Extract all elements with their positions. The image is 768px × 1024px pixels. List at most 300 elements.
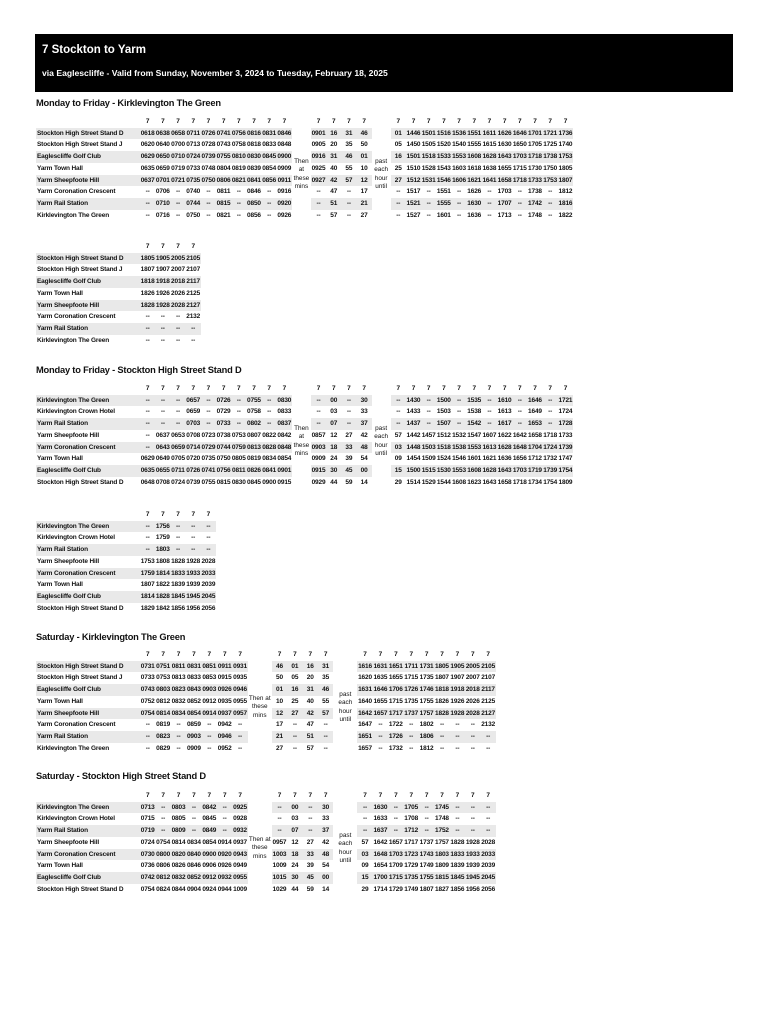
route-number: 7 <box>502 385 507 392</box>
table-row <box>36 603 216 615</box>
departure-time: -- <box>201 521 216 533</box>
departure-time: 0739 <box>201 151 216 163</box>
route-number: 7 <box>548 385 552 392</box>
departure-time: -- <box>457 408 462 416</box>
table-row <box>36 521 216 533</box>
departure-time: 2033 <box>480 849 495 861</box>
departure-time: 1945 <box>186 591 201 603</box>
departure-time: 0743 <box>140 684 155 696</box>
departure-time: 0659 <box>170 442 185 454</box>
route-number: 7 <box>252 385 256 392</box>
departure-time: 1615 <box>482 141 497 149</box>
departure-time: 0916 <box>311 151 326 163</box>
departure-time: 1724 <box>558 408 573 416</box>
departure-time: 0723 <box>201 431 216 439</box>
table-row <box>36 849 527 861</box>
table-row <box>36 837 527 849</box>
stop-name: Stockton High Street Stand J <box>37 266 123 274</box>
departure-time: 0935 <box>233 674 247 682</box>
departure-time: 0915 <box>217 674 232 682</box>
timetable-header <box>35 34 733 92</box>
departure-time: 1630 <box>467 198 482 210</box>
departure-time: 2028 <box>201 557 216 565</box>
departure-time: 2007 <box>465 674 480 682</box>
departure-time: -- <box>206 188 211 196</box>
departure-time: 1717 <box>388 708 403 720</box>
departure-time: -- <box>465 731 480 743</box>
departure-time: 01 <box>391 128 406 140</box>
route-number: 7 <box>409 651 413 658</box>
departure-time: 1608 <box>467 151 482 163</box>
departure-time: 35 <box>345 141 353 149</box>
departure-time: 0830 <box>246 151 261 163</box>
departure-time: 0720 <box>186 455 201 463</box>
departure-time: 0659 <box>155 164 170 172</box>
departure-time: 20 <box>306 674 314 682</box>
departure-time: 40 <box>306 697 314 705</box>
departure-time: -- <box>487 408 492 416</box>
table-row <box>36 276 201 288</box>
departure-time: 1807 <box>140 266 155 274</box>
departure-time: 0637 <box>155 431 170 439</box>
departure-time: 48 <box>356 442 371 454</box>
departure-time: 1631 <box>373 661 388 673</box>
departure-time: 0831 <box>186 661 201 673</box>
departure-time: 1933 <box>186 568 201 580</box>
departure-time: 0805 <box>171 815 186 823</box>
departure-time: 1828 <box>450 838 465 846</box>
stop-name: Yarm Sheepfoote Hill <box>36 175 140 187</box>
stop-name: Stockton High Street Stand D <box>37 604 124 612</box>
departure-time: -- <box>517 211 522 219</box>
departure-time: 16 <box>303 661 318 673</box>
stop-name: Yarm Town Hall <box>37 697 83 705</box>
departure-time: -- <box>308 815 313 823</box>
departure-time <box>511 708 527 720</box>
departure-time: 0635 <box>140 465 155 477</box>
route-number: 7 <box>486 651 490 658</box>
departure-time: 1009 <box>233 885 247 893</box>
departure-time: 0816 <box>246 128 261 140</box>
departure-time: -- <box>176 408 181 416</box>
departure-time: 2107 <box>186 266 201 274</box>
departure-time: 55 <box>322 697 330 705</box>
route-number: 7 <box>323 792 328 799</box>
departure-time: 1721 <box>543 128 558 140</box>
departure-time: 30 <box>318 802 333 814</box>
route-number: 7 <box>472 385 476 392</box>
departure-time: 0659 <box>186 408 201 416</box>
departure-time: 2105 <box>480 661 495 673</box>
table-row <box>36 802 527 814</box>
departure-time <box>496 872 511 884</box>
route-number: 7 <box>457 385 461 392</box>
departure-time: 1839 <box>171 581 185 589</box>
departure-time: 1918 <box>155 276 170 288</box>
departure-time: -- <box>170 521 185 533</box>
departure-time: -- <box>311 395 326 407</box>
departure-time: 0807 <box>247 431 261 439</box>
departure-time: 1003 <box>272 849 287 861</box>
route-number: 7 <box>424 792 429 799</box>
departure-time <box>496 731 511 743</box>
departure-time: 0840 <box>186 849 201 861</box>
departure-time: -- <box>272 825 287 837</box>
departure-time <box>511 813 527 825</box>
departure-time: -- <box>287 731 302 743</box>
departure-time: 1829 <box>140 604 155 612</box>
departure-time: 0851 <box>202 661 217 673</box>
departure-time: 0829 <box>156 744 171 752</box>
departure-time: -- <box>341 418 356 430</box>
stop-name: Yarm Rail Station <box>36 198 140 210</box>
stop-name: Yarm Sheepfoote Hill <box>36 708 140 720</box>
departure-time: 31 <box>318 661 333 673</box>
timetable <box>36 790 527 895</box>
departure-time: 1658 <box>497 478 512 486</box>
departure-time: 0844 <box>171 885 186 893</box>
departure-time: 16 <box>326 128 341 140</box>
departure-time: 1926 <box>155 289 170 297</box>
departure-time: 12 <box>330 431 338 439</box>
departure-time: -- <box>543 418 558 430</box>
table-row <box>36 300 201 312</box>
departure-time: -- <box>548 188 553 196</box>
departure-time: 0754 <box>156 838 171 846</box>
departure-time: 2018 <box>465 684 480 696</box>
departure-time: 07 <box>287 825 302 837</box>
departure-time: 0729 <box>201 442 216 454</box>
departure-time: 0758 <box>231 141 246 149</box>
departure-time: 2117 <box>480 684 495 696</box>
departure-time: 1753 <box>558 151 573 163</box>
departure-time: 0716 <box>155 211 170 219</box>
departure-time: -- <box>191 534 196 542</box>
departure-time: 1643 <box>482 478 497 486</box>
frequency-note <box>292 128 311 222</box>
departure-time: 1812 <box>419 744 434 752</box>
departure-time: -- <box>231 418 246 430</box>
departure-time: 18 <box>326 442 341 454</box>
departure-time: 1928 <box>186 557 201 565</box>
departure-time: 1748 <box>528 211 542 219</box>
departure-time: -- <box>140 442 155 454</box>
departure-time: 45 <box>303 872 318 884</box>
departure-time: 0756 <box>231 128 246 140</box>
departure-time: 1822 <box>155 581 170 589</box>
departure-time <box>511 684 527 696</box>
departure-time: -- <box>303 825 318 837</box>
departure-time: 54 <box>322 862 330 870</box>
departure-time: -- <box>357 802 372 814</box>
departure-time: 1655 <box>388 674 403 682</box>
departure-time: 37 <box>318 825 333 837</box>
departure-time: -- <box>175 534 181 542</box>
departure-time: -- <box>439 744 444 752</box>
route-number: 7 <box>221 385 226 392</box>
departure-time: -- <box>450 825 465 837</box>
departure-time: 1433 <box>406 408 421 416</box>
route-number: 7 <box>440 651 444 658</box>
table-row <box>36 579 216 591</box>
route-number: 7 <box>394 792 398 799</box>
route-header-blank <box>36 116 140 128</box>
departure-time: 0830 <box>231 478 246 486</box>
departure-time: 40 <box>330 164 338 172</box>
departure-time: 1743 <box>419 849 434 861</box>
route-number: 7 <box>176 243 180 250</box>
departure-time <box>496 743 511 755</box>
departure-time: -- <box>160 408 165 416</box>
stop-name: Yarm Town Hall <box>37 455 83 463</box>
departure-time: 0657 <box>186 395 201 407</box>
departure-time: 0813 <box>246 442 261 454</box>
departure-time: -- <box>465 825 480 837</box>
departure-time: 0733 <box>216 418 231 430</box>
departure-time: -- <box>140 198 155 210</box>
departure-time: 0743 <box>216 141 231 149</box>
route-number: 7 <box>161 651 165 658</box>
departure-time: 1626 <box>497 128 512 140</box>
departure-time: 1610 <box>497 395 512 407</box>
table-row <box>36 288 201 300</box>
departure-time: 0638 <box>155 128 170 140</box>
stop-name: Yarm Sheepfoote Hill <box>37 557 100 565</box>
departure-time: 1807 <box>435 674 449 682</box>
departure-time: 1642 <box>373 838 388 846</box>
departure-time: 15 <box>391 465 406 477</box>
departure-time: 0713 <box>186 141 201 149</box>
departure-time: -- <box>206 408 211 416</box>
timetable <box>36 116 573 221</box>
departure-time: -- <box>388 825 403 837</box>
route-number: 7 <box>161 118 165 125</box>
departure-time: 0916 <box>277 188 292 196</box>
departure-time: -- <box>341 395 356 407</box>
departure-time: 1712 <box>404 825 419 837</box>
route-number-row <box>36 116 573 128</box>
departure-time: -- <box>450 802 465 814</box>
departure-time: 0753 <box>231 431 246 439</box>
departure-time: 0815 <box>216 198 231 210</box>
departure-time: -- <box>201 418 216 430</box>
stop-name: Yarm Coronation Crescent <box>37 313 116 321</box>
departure-time: 1752 <box>434 825 449 837</box>
departure-time: 1755 <box>419 697 434 705</box>
departure-time: 35 <box>322 674 330 682</box>
departure-time: 1601 <box>467 455 482 463</box>
departure-time: 09 <box>394 455 402 463</box>
departure-time: 15 <box>357 872 372 884</box>
departure-time: 0926 <box>217 684 232 696</box>
departure-time: 10 <box>360 164 368 172</box>
departure-time: 1726 <box>388 731 403 743</box>
departure-time: 1628 <box>497 442 512 454</box>
departure-time: 0710 <box>155 198 170 210</box>
departure-time: -- <box>155 323 170 335</box>
departure-time: -- <box>396 408 401 416</box>
departure-time: 0949 <box>233 862 247 870</box>
departure-time: -- <box>391 198 406 210</box>
departure-time: 0655 <box>155 465 170 477</box>
departure-time: -- <box>517 408 522 416</box>
departure-time: 0905 <box>311 141 326 149</box>
departure-time <box>511 661 527 673</box>
route-number: 7 <box>145 651 150 658</box>
table-row <box>36 719 527 731</box>
departure-time: -- <box>457 188 462 196</box>
departure-time: 1446 <box>406 128 421 140</box>
departure-time: -- <box>391 395 406 407</box>
frequency-note-text: past each hour until <box>338 831 353 865</box>
route-number: 7 <box>176 118 180 125</box>
departure-time: 33 <box>341 442 356 454</box>
departure-time: 2125 <box>481 697 496 705</box>
stop-name: Yarm Town Hall <box>37 862 83 870</box>
departure-time: -- <box>482 418 497 430</box>
departure-time: 1500 <box>436 395 451 407</box>
departure-time: 0744 <box>216 442 231 454</box>
departure-time: 1638 <box>482 164 497 172</box>
departure-time: 24 <box>330 455 338 463</box>
departure-time: 46 <box>341 151 356 163</box>
departure-time: 0952 <box>217 744 232 752</box>
departure-time: -- <box>311 198 326 210</box>
route-number: 7 <box>472 118 476 125</box>
departure-time: 0845 <box>247 478 261 486</box>
route-number-row <box>36 383 573 395</box>
departure-time: 1450 <box>406 141 421 149</box>
departure-time: 1822 <box>558 211 573 219</box>
departure-time: 1815 <box>434 872 449 884</box>
departure-time: 31 <box>341 128 356 140</box>
departure-time: -- <box>318 731 333 743</box>
departure-time: 0839 <box>247 164 261 172</box>
departure-time: 1806 <box>419 731 434 743</box>
departure-time: -- <box>439 721 444 729</box>
departure-time: -- <box>409 721 414 729</box>
departure-time: 1509 <box>421 455 436 463</box>
departure-time: 1649 <box>528 408 542 416</box>
route-number: 7 <box>192 651 196 658</box>
stop-name: Yarm Coronation Crescent <box>36 568 140 580</box>
departure-time: 57 <box>306 744 314 752</box>
departure-time: 1828 <box>155 591 170 603</box>
departure-time: 1746 <box>419 684 434 696</box>
departure-time: 1740 <box>558 141 573 149</box>
departure-time: 0735 <box>201 455 216 463</box>
route-number: 7 <box>207 651 212 658</box>
departure-time: 2028 <box>170 300 185 312</box>
departure-time: -- <box>421 418 436 430</box>
departure-time: 0911 <box>277 175 292 187</box>
departure-time: 1620 <box>358 674 372 682</box>
departure-time: -- <box>393 815 398 823</box>
stop-name: Stockton High Street Stand D <box>36 253 140 265</box>
departure-time: -- <box>548 408 553 416</box>
departure-time: 1754 <box>558 465 573 477</box>
departure-time: 0955 <box>233 697 247 705</box>
departure-time: 1547 <box>467 431 482 439</box>
departure-time: 1500 <box>406 465 421 477</box>
stop-name: Kirklevington The Green <box>36 802 140 814</box>
departure-time: 51 <box>326 198 341 210</box>
departure-time: -- <box>434 731 449 743</box>
departure-time: 0937 <box>233 838 247 846</box>
departure-time: 1723 <box>404 849 419 861</box>
departure-time: 0925 <box>232 802 247 814</box>
departure-time: -- <box>140 731 155 743</box>
departure-time: 0809 <box>171 825 186 837</box>
departure-time: 0753 <box>156 674 171 682</box>
departure-time: 0943 <box>232 849 247 861</box>
departure-time: 2026 <box>171 289 185 297</box>
route-number: 7 <box>282 118 287 125</box>
route-number: 7 <box>161 243 165 250</box>
departure-time: 1546 <box>452 455 466 463</box>
route-number: 7 <box>502 118 507 125</box>
departure-time: 2039 <box>481 862 496 870</box>
departure-time: 0735 <box>186 175 201 187</box>
departure-time: -- <box>262 395 277 407</box>
route-number: 7 <box>206 385 211 392</box>
stop-name: Kirklevington Crown Hotel <box>37 815 115 823</box>
timetable <box>36 241 201 346</box>
departure-time: 1607 <box>482 431 497 439</box>
departure-time: 1648 <box>373 849 388 861</box>
stop-name: Stockton High Street Stand D <box>37 478 124 486</box>
departure-time: -- <box>201 395 216 407</box>
departure-time: 0811 <box>171 661 186 673</box>
departure-time: -- <box>470 815 475 823</box>
departure-time: 0812 <box>156 697 171 705</box>
departure-time: -- <box>450 731 465 743</box>
departure-time: 1623 <box>467 478 482 486</box>
departure-time: 1540 <box>452 141 466 149</box>
departure-time: -- <box>451 395 466 407</box>
departure-time: -- <box>201 198 216 210</box>
route-number <box>511 790 527 802</box>
departure-time: -- <box>186 802 201 814</box>
departure-time: 0846 <box>186 862 201 870</box>
departure-time: 0813 <box>171 674 186 682</box>
departure-time: -- <box>176 211 181 219</box>
departure-time: 1533 <box>436 151 451 163</box>
stop-name: Stockton High Street Stand J <box>37 141 123 149</box>
departure-time: 0811 <box>231 465 246 477</box>
departure-time: -- <box>451 418 466 430</box>
departure-time: 0648 <box>140 478 155 486</box>
departure-time: 1725 <box>543 141 558 149</box>
departure-time: 1622 <box>497 431 512 439</box>
departure-time: 1650 <box>512 141 527 149</box>
departure-time: 1618 <box>467 164 482 172</box>
stop-name: Stockton High Street Stand D <box>36 661 140 673</box>
departure-time: 0909 <box>186 744 201 752</box>
departure-time: 1553 <box>451 151 466 163</box>
departure-time: 39 <box>345 455 353 463</box>
departure-time: 1640 <box>358 697 372 705</box>
stop-name: Eaglescliffe Golf Club <box>36 151 140 163</box>
departure-time: 1633 <box>373 815 388 823</box>
departure-time: 1828 <box>140 300 155 312</box>
departure-time: -- <box>426 408 431 416</box>
departure-time: -- <box>455 744 460 752</box>
page-subtitle: via Eaglescliffe - Valid from Sunday, November 3, 2024 to Tuesday, February 18, 2025 <box>42 68 388 78</box>
departure-time: 1749 <box>404 885 419 893</box>
departure-time: -- <box>512 418 527 430</box>
departure-time: 0852 <box>186 697 201 705</box>
